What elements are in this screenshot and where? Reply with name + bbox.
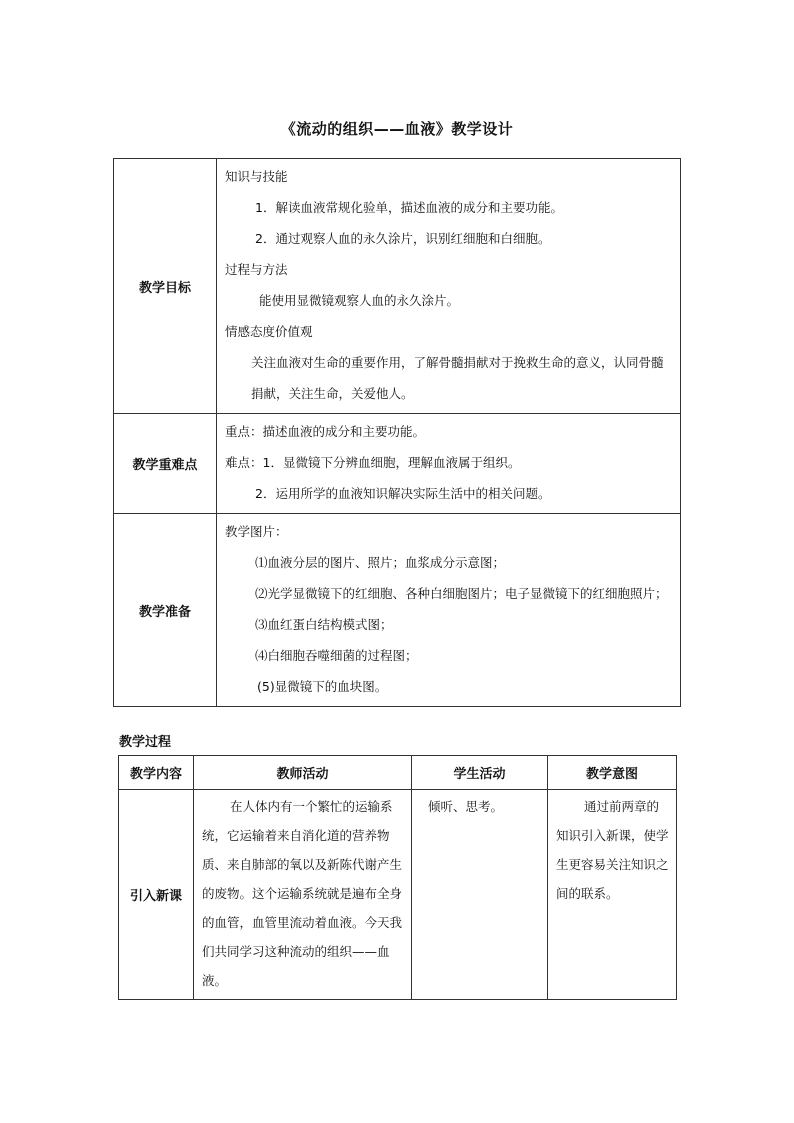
preparation-row	[114, 514, 681, 707]
objectives-item-2: 2．通过观察人血的永久涂片，识别红细胞和白细胞。	[255, 231, 551, 246]
teacher-activity-text: 在人体内有一个繁忙的运输系统，它运输着来自消化道的营养物质、来自肺部的氧以及新陈代谢产生的废物。这个运输系统就是遍布全身的血管，血管里流动着血液。今天我们共同学习这种流动的组织——血液。	[202, 799, 403, 988]
process-section-label: 教学过程	[119, 735, 172, 750]
preparation-item-3: ⑶血红蛋白结构模式图；	[255, 617, 393, 632]
preparation-item-4: ⑷白细胞吞噬细菌的过程图；	[255, 648, 418, 663]
header-teacher: 教师活动	[194, 756, 412, 790]
preparation-label: 教学准备	[114, 514, 217, 707]
preparation-item-2: ⑵光学显微镜下的红细胞、各种白细胞图片；电子显微镜下的红细胞照片；	[255, 586, 668, 601]
key-point-difficulty-1: 难点：1．显微镜下分辨血细胞，理解血液属于组织。	[225, 455, 521, 470]
header-intent: 教学意图	[548, 756, 677, 790]
key-point-difficulty-2: 2．运用所学的血液知识解决实际生活中的相关问题。	[255, 486, 551, 501]
objectives-heading-attitude: 情感态度价值观	[225, 324, 313, 339]
intent-text: 通过前两章的知识引入新课，使学生更容易关注知识之间的联系。	[556, 799, 669, 901]
objectives-item-3: 能使用显微镜观察人血的永久涂片。	[259, 293, 460, 308]
objectives-heading-knowledge: 知识与技能	[225, 169, 288, 184]
key-points-content	[217, 414, 681, 514]
header-content: 教学内容	[119, 756, 194, 790]
header-student: 学生活动	[412, 756, 548, 790]
row-student-activity	[412, 790, 548, 1000]
objectives-content	[217, 159, 681, 414]
objectives-item-1: 1．解读血液常规化验单，描述血液的成分和主要功能。	[255, 200, 563, 215]
row-intent	[548, 790, 677, 1000]
objectives-row	[114, 159, 681, 414]
objectives-heading-process: 过程与方法	[225, 262, 288, 277]
lesson-overview-table	[113, 158, 681, 707]
process-table	[118, 755, 677, 1000]
key-point-focus: 重点：描述血液的成分和主要功能。	[225, 424, 426, 439]
objectives-label: 教学目标	[114, 159, 217, 414]
preparation-heading: 教学图片：	[225, 524, 288, 539]
row-content-label: 引入新课	[119, 790, 194, 1000]
process-header-row	[119, 756, 677, 790]
preparation-content	[217, 514, 681, 707]
key-points-row	[114, 414, 681, 514]
page-title: 《流动的组织——血液》教学设计	[280, 120, 514, 138]
preparation-item-1: ⑴血液分层的图片、照片；血浆成分示意图；	[255, 555, 506, 570]
preparation-item-5: (5)显微镜下的血块图。	[257, 679, 388, 694]
process-row-intro	[119, 790, 677, 1000]
student-activity-text: 倾听、思考。	[428, 799, 504, 814]
objectives-item-4: 关注血液对生命的重要作用，了解骨髓捐献对于挽救生命的意义，认同骨髓捐献，关注生命，关爱他人。	[251, 355, 664, 401]
row-teacher-activity	[194, 790, 412, 1000]
key-points-label: 教学重难点	[114, 414, 217, 514]
